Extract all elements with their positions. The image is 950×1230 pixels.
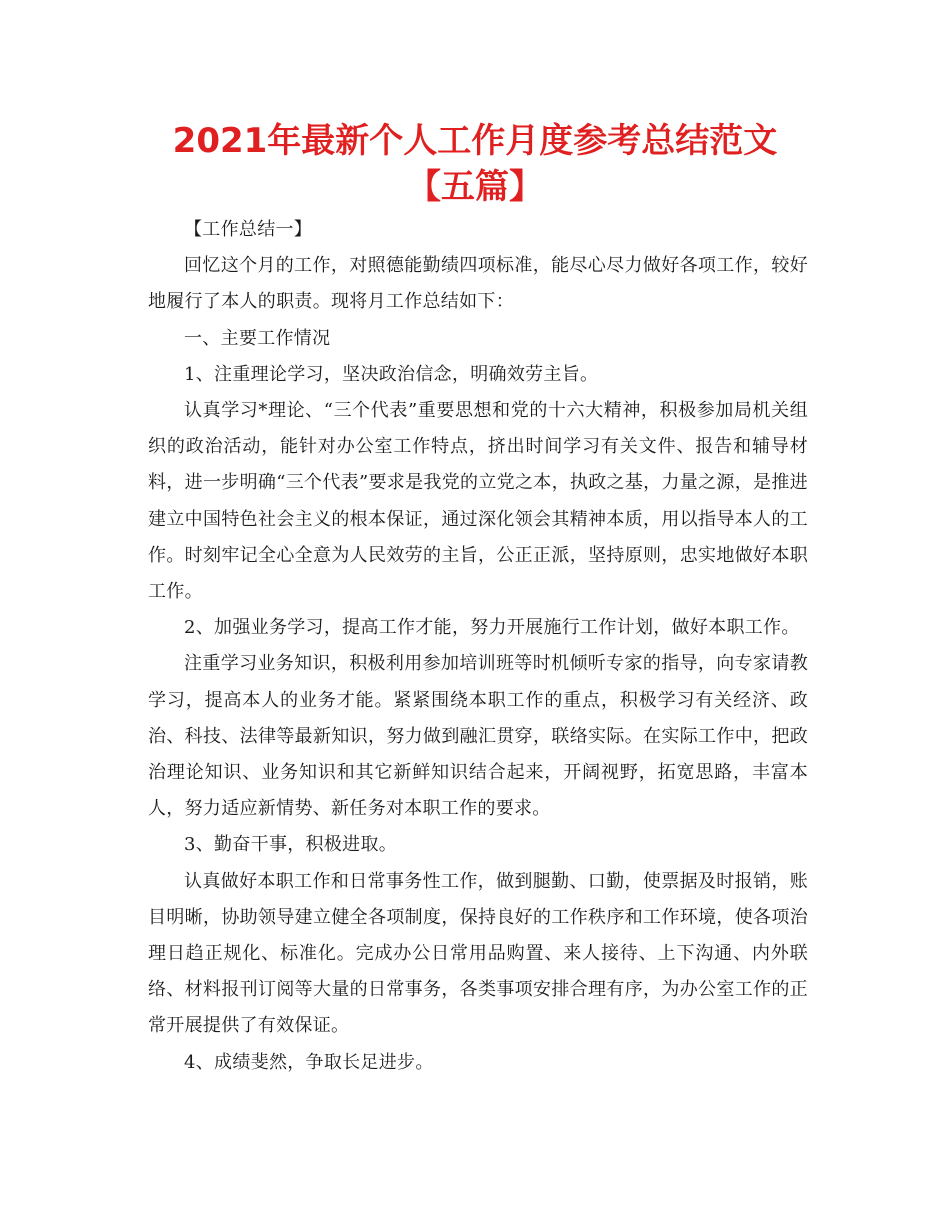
paragraph: 认真学习*理论、“三个代表”重要思想和党的十六大精神，积极参加局机关组织的政治活动，能针对办公室工作特点，挤出时间学习有关文件、报告和辅导材料，进一步明确“三个代表”要求是我党的立党之本，执政之基，力量之源，是推进建立中国特色社会主义的根本保证，通过深化领会其精神本质，用以指导本人的工作。时刻牢记全心全意为人民效劳的主旨，公正正派，坚持原则，忠实地做好本职工作。 — [148, 400, 808, 603]
item-heading: 3、勤奋干事，积极进取。 — [184, 834, 398, 856]
document-body — [148, 212, 808, 1081]
item-heading: 2、加强业务学习，提高工作才能，努力开展施行工作计划，做好本职工作。 — [184, 617, 800, 639]
item-heading: 1、注重理论学习，坚决政治信念，明确效劳主旨。 — [184, 363, 599, 385]
item-heading: 4、成绩斐然，争取长足进步。 — [184, 1051, 434, 1073]
section-heading: 【工作总结一】 — [184, 219, 313, 240]
section-heading: 一、主要工作情况 — [184, 327, 331, 349]
paragraph: 认真做好本职工作和日常事务性工作，做到腿勤、口勤，使票据及时报销，账目明晰，协助领导建立健全各项制度，保持良好的工作秩序和工作环境，使各项治理日趋正规化、标准化。完成办公日常用品购置、来人接待、上下沟通、内外联络、材料报刊订阅等大量的日常事务，各类事项安排合理有序，为办公室工作的正常开展提供了有效保证。 — [148, 870, 808, 1037]
paragraph: 注重学习业务知识，积极利用参加培训班等时机倾听专家的指导，向专家请教学习，提高本人的业务才能。紧紧围绕本职工作的重点，积极学习有关经济、政治、科技、法律等最新知识，努力做到融汇贯穿，联络实际。在实际工作中，把政治理论知识、业务知识和其它新鲜知识结合起来，开阔视野，拓宽思路，丰富本人，努力适应新情势、新任务对本职工作的要求。 — [148, 653, 808, 820]
paragraph: 回忆这个月的工作，对照德能勤绩四项标准，能尽心尽力做好各项工作，较好地履行了本人的职责。现将月工作总结如下： — [148, 255, 808, 313]
document-title: 2021年最新个人工作月度参考总结范文【五篇】 — [172, 121, 778, 207]
